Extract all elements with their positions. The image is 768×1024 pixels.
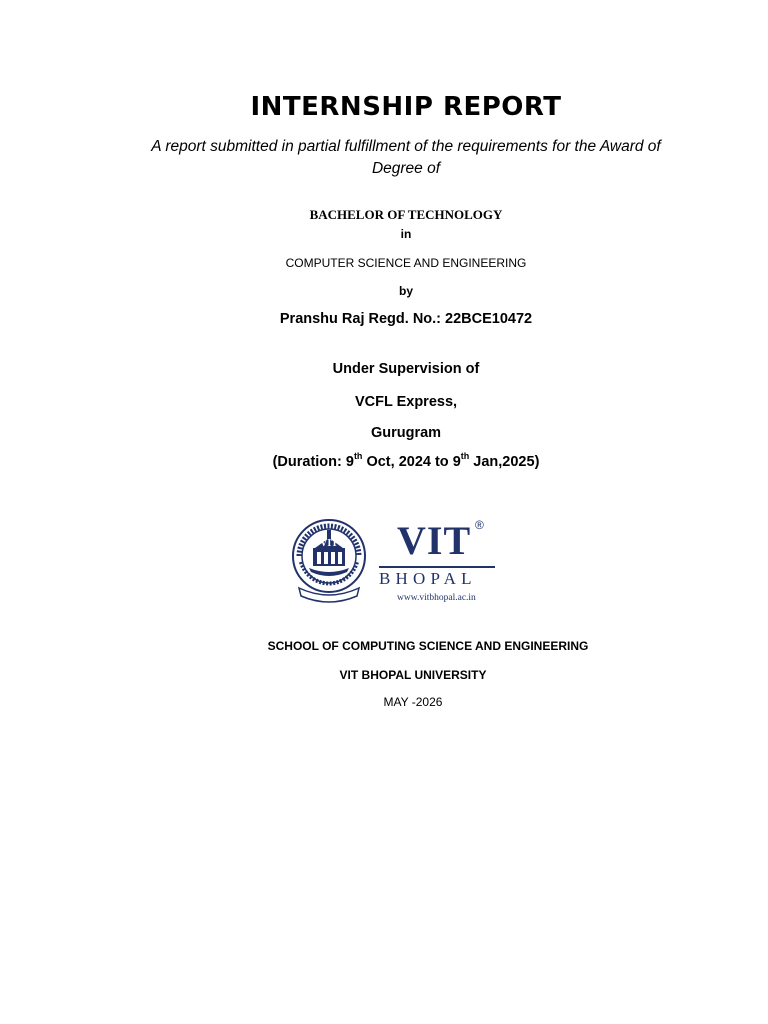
- emblem-text: VIT: [320, 538, 338, 549]
- duration-ordinal-1: th: [353, 451, 363, 461]
- university-name: VIT BHOPAL UNIVERSITY: [339, 668, 487, 682]
- submission-date: MAY -2026: [383, 695, 443, 709]
- logo-vit-text: VIT: [397, 518, 472, 563]
- degree-name: BACHELOR OF TECHNOLOGY: [309, 207, 503, 222]
- in-label: in: [400, 227, 412, 241]
- report-title: INTERNSHIP REPORT: [250, 92, 562, 122]
- duration-middle: Oct, 2024 to 9: [362, 454, 461, 470]
- company-location: Gurugram: [370, 425, 442, 441]
- vit-bhopal-logo: [287, 514, 502, 606]
- branch-name: COMPUTER SCIENCE AND ENGINEERING: [285, 256, 527, 270]
- student-details: Pranshu Raj Regd. No.: 22BCE10472: [279, 311, 533, 327]
- registered-mark: ®: [475, 518, 484, 532]
- internship-duration: [22, 451, 768, 470]
- by-label: by: [398, 284, 413, 298]
- supervision-heading: Under Supervision of: [332, 361, 480, 377]
- company-name: VCFL Express,: [354, 394, 458, 410]
- vit-emblem-icon: [291, 518, 367, 604]
- logo-campus-text: BHOPAL: [379, 569, 477, 588]
- logo-wordmark: [379, 514, 502, 606]
- school-name: SCHOOL OF COMPUTING SCIENCE AND ENGINEERING: [267, 639, 589, 653]
- report-subtitle: A report submitted in partial fulfillment of the requirements for the Award of Degree of: [151, 138, 661, 177]
- duration-prefix: (Duration: 9: [272, 454, 354, 470]
- logo-website: www.vitbhopal.ac.in: [397, 593, 476, 603]
- duration-suffix: Jan,2025): [469, 454, 540, 470]
- duration-ordinal-2: th: [460, 451, 470, 461]
